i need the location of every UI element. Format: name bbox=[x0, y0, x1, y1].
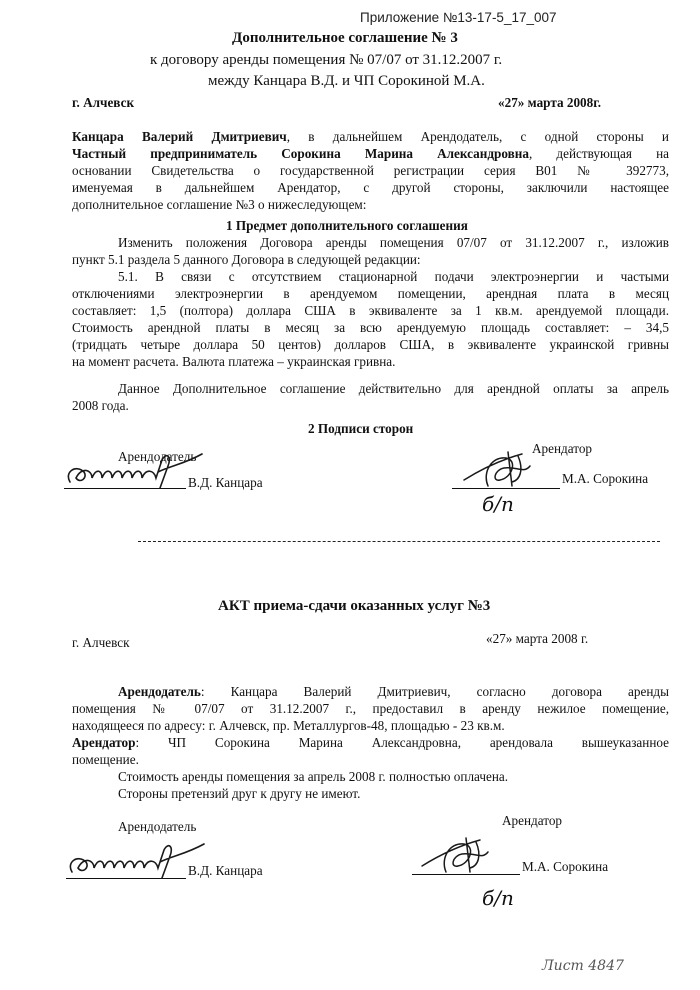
agreement-city: г. Алчевск bbox=[72, 95, 135, 110]
section-1-line: на момент расчета. Валюта платежа – украинская гривна. bbox=[72, 354, 396, 369]
act-date: «27» марта 2008 г. bbox=[486, 631, 589, 646]
act-landlord-label: Арендодатель bbox=[118, 684, 201, 699]
act-landlord-signature bbox=[64, 838, 214, 888]
act-title: АКТ приема-сдачи оказанных услуг №3 bbox=[218, 598, 491, 614]
tenant-signature bbox=[460, 446, 550, 492]
section-1-line: Изменить положения Договора аренды помещения 07/07 от 31.12.2007 г., изложив bbox=[118, 235, 669, 250]
section-1-line: Стоимость арендной платы в месяц за всю арендуемую площадь составляет: – 34,5 bbox=[72, 320, 669, 335]
act-line: Стороны претензий друг к другу не имеют. bbox=[118, 786, 361, 801]
validity-line: Данное Дополнительное соглашение действительно для арендной оплаты за апрель bbox=[118, 381, 669, 396]
landlord-label: Арендодатель bbox=[118, 449, 197, 464]
intro-text: , действующая на bbox=[528, 146, 669, 161]
section-2-title: 2 Подписи сторон bbox=[308, 421, 414, 436]
section-1-line: отключениями электроэнергии в арендуемом помещении, арендная плата в месяц bbox=[72, 286, 669, 301]
section-separator bbox=[138, 541, 660, 542]
act-line: помещения № 07/07 от 31.12.2007 г., предоставил в аренду нежилое помещение, bbox=[72, 701, 669, 716]
act-city: г. Алчевск bbox=[72, 635, 130, 650]
section-1-line: составляет: 1,5 (полтора) доллара США в эквиваленте за 1 кв.м. арендуемой площади. bbox=[72, 303, 669, 318]
agreement-intro-line: основании Свидетельства о государственной регистрации серия В01 № 392773, bbox=[72, 163, 669, 178]
intro-text: , в дальнейшем Арендодатель, с одной стороны и bbox=[286, 129, 669, 144]
section-1-line: пункт 5.1 раздела 5 данного Договора в следующей редакции: bbox=[72, 252, 421, 267]
act-line bbox=[72, 734, 669, 751]
act-line bbox=[118, 683, 669, 700]
act-text: : Канцара Валерий Дмитриевич, согласно договора аренды bbox=[200, 684, 669, 699]
act-tenant-note: б/п bbox=[482, 886, 514, 910]
agreement-intro-line bbox=[72, 145, 669, 162]
act-line: помещение. bbox=[72, 752, 139, 767]
sheet-number-mark: Лист 4847 bbox=[542, 958, 624, 974]
act-tenant-label: Арендатор bbox=[72, 735, 136, 750]
agreement-intro-line: именуемая в дальнейшем Арендатор, с другой стороны, заключили настоящее bbox=[72, 180, 669, 195]
act-tenant-printed-name: М.А. Сорокина bbox=[522, 859, 609, 874]
tenant-printed-name: М.А. Сорокина bbox=[562, 471, 649, 486]
landlord-signature bbox=[62, 448, 212, 498]
act-line: находящееся по адресу: г. Алчевск, пр. Металлургов-48, площадью - 23 кв.м. bbox=[72, 718, 505, 733]
agreement-subtitle-contract: к договору аренды помещения № 07/07 от 31.12.2007 г. bbox=[150, 52, 503, 68]
validity-line: 2008 года. bbox=[72, 398, 129, 413]
tenant-label: Арендатор bbox=[532, 441, 593, 456]
landlord-printed-name: В.Д. Канцара bbox=[188, 475, 263, 490]
agreement-intro-line bbox=[72, 128, 669, 145]
act-tenant-signature bbox=[418, 832, 508, 878]
section-1-line: 5.1. В связи с отсутствием стационарной подачи электроэнергии и частыми bbox=[118, 269, 669, 284]
act-text: : ЧП Сорокина Марина Александровна, арендовала вышеуказанное bbox=[135, 735, 669, 750]
act-landlord-printed-name: В.Д. Канцара bbox=[188, 863, 263, 878]
section-1-line: (тридцать четыре доллара 50 центов) долларов США, в эквиваленте украинской гривны bbox=[72, 337, 669, 352]
tenant-note: б/п bbox=[482, 492, 514, 516]
agreement-subtitle-parties: между Канцара В.Д. и ЧП Сорокиной М.А. bbox=[208, 73, 485, 89]
agreement-title: Дополнительное соглашение № 3 bbox=[232, 30, 458, 46]
act-tenant-sign-label: Арендатор bbox=[502, 813, 563, 828]
document-reference-number: Приложение №13-17-5_17_007 bbox=[360, 10, 557, 25]
agreement-date: «27» марта 2008г. bbox=[498, 95, 602, 110]
landlord-name-bold: Канцара Валерий Дмитриевич bbox=[72, 129, 287, 144]
agreement-intro-line: дополнительное соглашение №3 о нижеследующем: bbox=[72, 197, 367, 212]
act-line: Стоимость аренды помещения за апрель 2008 г. полностью оплачена. bbox=[118, 769, 509, 784]
act-landlord-sign-label: Арендодатель bbox=[118, 819, 197, 834]
section-1-title: 1 Предмет дополнительного соглашения bbox=[226, 218, 468, 233]
tenant-name-bold: Частный предприниматель Сорокина Марина Александровна bbox=[72, 146, 529, 161]
